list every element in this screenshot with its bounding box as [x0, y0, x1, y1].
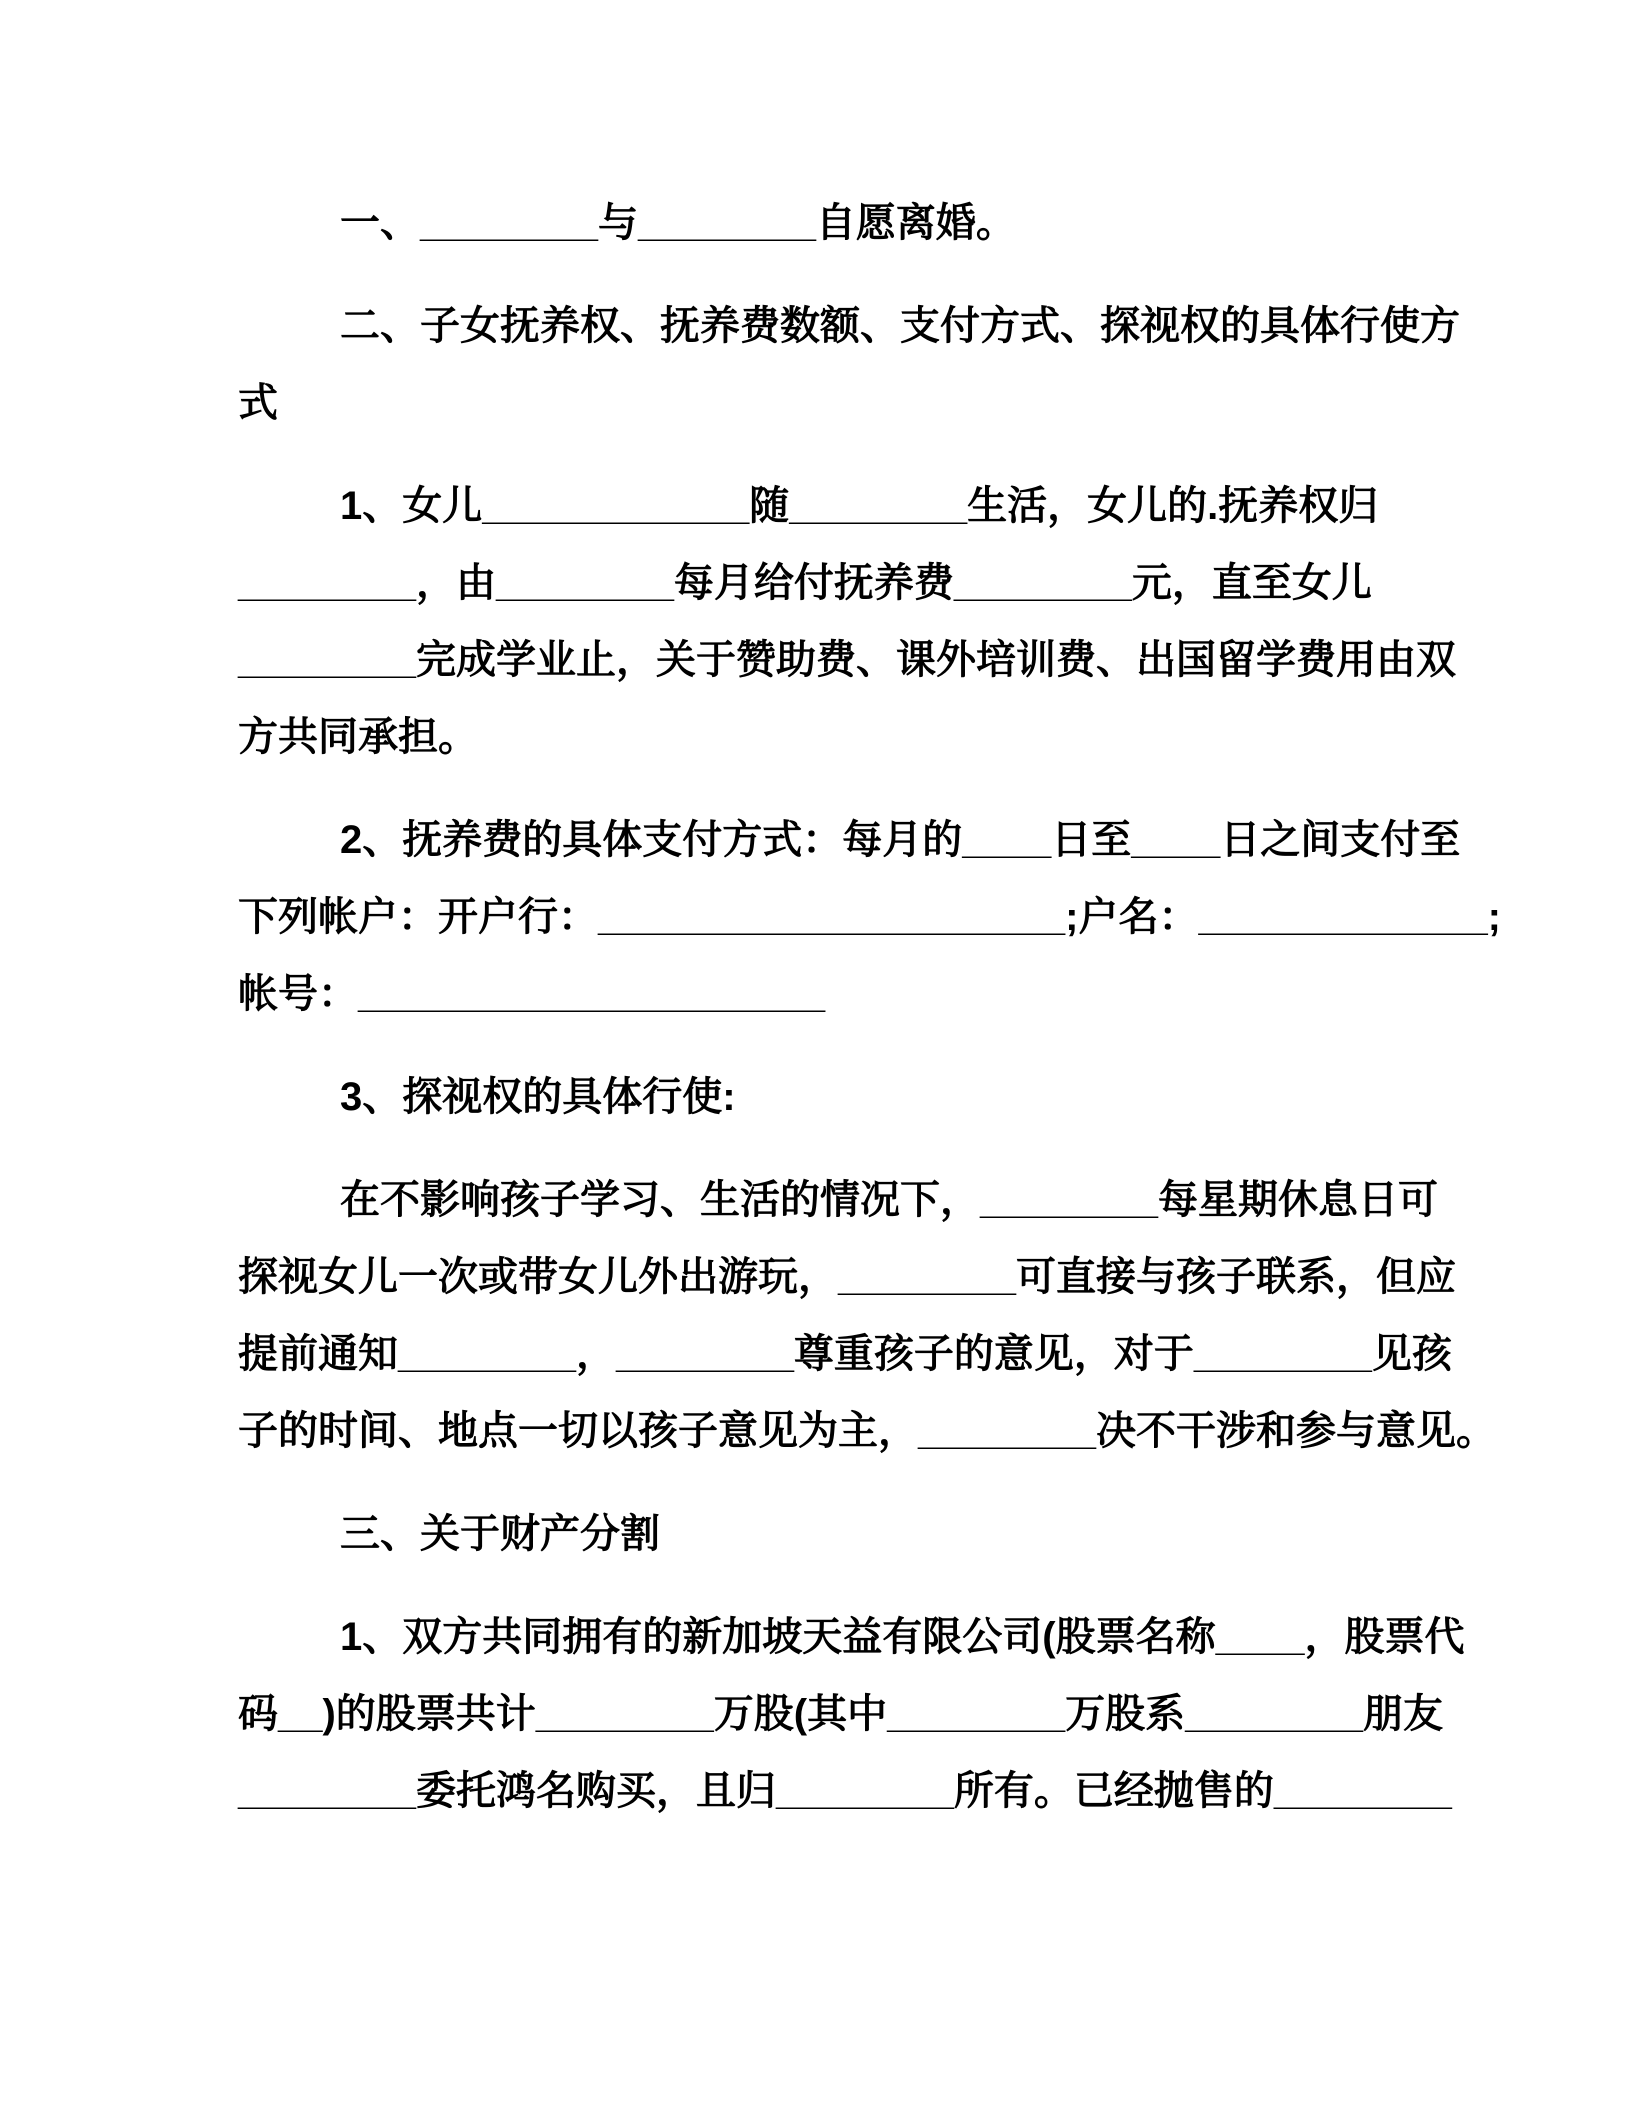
text-line: 探视女儿一次或带女儿外出游玩，________可直接与孩子联系，但应 — [238, 1255, 1456, 1299]
text-line: ________，由________每月给付抚养费________元，直至女儿 — [238, 561, 1372, 605]
paragraph — [238, 1059, 1572, 1136]
paragraph — [238, 468, 1572, 776]
text-line: 码__)的股票共计________万股(其中________万股系________朋友 — [238, 1692, 1444, 1736]
text-line: 1、双方共同拥有的新加坡天益有限公司(股票名称____，股票代 — [340, 1615, 1465, 1659]
text-line: 二、子女抚养权、抚养费数额、支付方式、探视权的具体行使方 — [340, 304, 1460, 348]
text-line: 子的时间、地点一切以孩子意见为主，________决不干涉和参与意见。 — [238, 1409, 1496, 1453]
paragraph — [238, 802, 1572, 1033]
text-line: 式 — [238, 381, 278, 425]
text-line: ________完成学业止，关于赞助费、课外培训费、出国留学费用由双 — [238, 638, 1456, 682]
text-line: 帐号：_____________________ — [238, 972, 826, 1016]
text-line: 3、探视权的具体行使: — [340, 1075, 736, 1119]
text-line: 下列帐户：开户行：_____________________;户名：_____________; — [238, 895, 1502, 939]
text-line: 2、抚养费的具体支付方式：每月的____日至____日之间支付至 — [340, 818, 1461, 862]
paragraph — [238, 288, 1572, 442]
text-line: 方共同承担。 — [238, 715, 478, 759]
paragraph — [238, 1599, 1572, 1830]
paragraph — [238, 1162, 1572, 1470]
text-line: 在不影响孩子学习、生活的情况下，________每星期休息日可 — [340, 1178, 1438, 1222]
text-line: 三、关于财产分割 — [340, 1512, 660, 1556]
text-line: ________委托鸿名购买，且归________所有。已经抛售的________ — [238, 1769, 1452, 1813]
paragraph — [238, 185, 1572, 262]
text-line: 1、女儿____________随________生活，女儿的.抚养权归 — [340, 484, 1379, 528]
paragraph — [238, 1496, 1572, 1573]
text-line: 一、________与________自愿离婚。 — [340, 201, 1016, 245]
text-line: 提前通知________，________尊重孩子的意见，对于________见孩 — [238, 1332, 1452, 1376]
